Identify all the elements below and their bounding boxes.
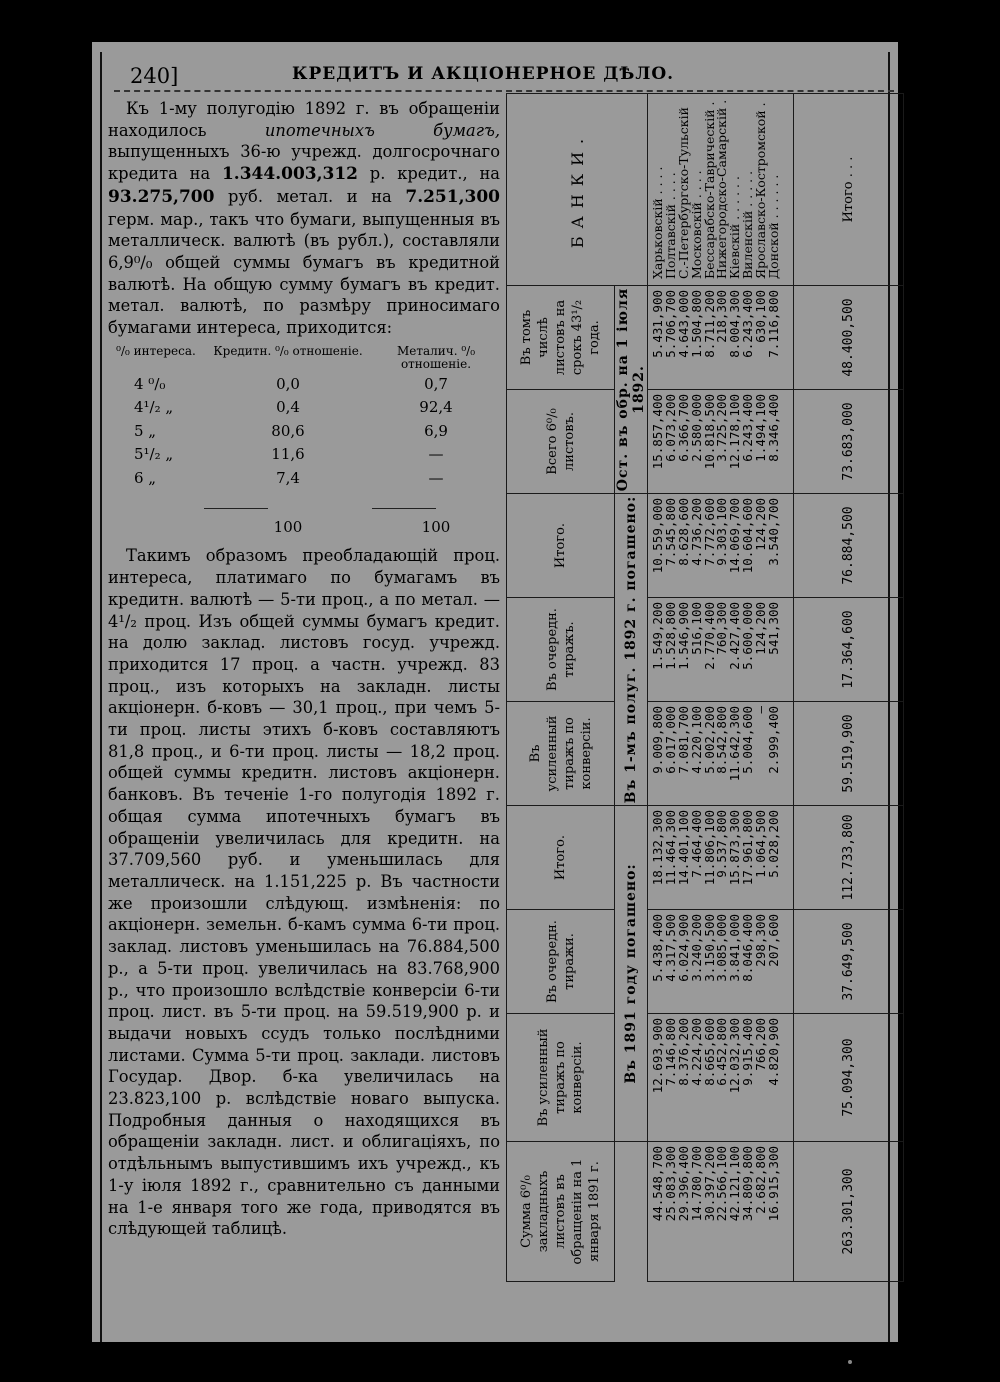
table-cell: 6.024,900 <box>675 914 691 982</box>
group-1891: Въ 1891 году погашено: <box>615 806 648 1142</box>
data-column <box>648 806 794 910</box>
table-cell: 6.017,000 <box>662 706 678 774</box>
bank-table <box>506 93 904 1282</box>
table-cell: 30.397,200 <box>701 1146 717 1222</box>
table-cell: 766,200 <box>753 1018 769 1071</box>
bank-table-rotated <box>506 94 896 1282</box>
table-cell: 16.915,300 <box>766 1146 782 1222</box>
table-cell: — <box>428 468 444 487</box>
bank-name: Бессарабско-Таврическій . <box>701 101 717 279</box>
interest-total-row <box>108 516 500 540</box>
table-cell: 1.546,900 <box>675 602 691 670</box>
table-cell: 11,6 <box>271 445 305 464</box>
total-cell: 48.400,500 <box>794 286 904 390</box>
table-cell: 10.818,500 <box>701 394 717 470</box>
table-cell: 9.537,800 <box>714 810 730 878</box>
left-page-rule <box>100 52 102 1342</box>
table-cell: 92,4 <box>419 398 453 417</box>
bank-name: Кіевскій . . . . . . <box>727 176 743 279</box>
table-cell: 3.150,500 <box>701 914 717 982</box>
table-cell: 5.706,700 <box>662 290 678 358</box>
table-cell: 3.085,000 <box>714 914 730 982</box>
table-cell: 9.009,800 <box>650 706 665 774</box>
table-cell: 5.431,900 <box>650 290 665 358</box>
table-cell: 3.240,200 <box>688 914 704 982</box>
col-header-1892-total: Итого. <box>507 494 615 598</box>
table-cell: 2.580,000 <box>688 394 704 462</box>
paragraph-1 <box>108 98 500 339</box>
table-cell: — <box>428 445 444 464</box>
table-cell: 12.178,100 <box>727 394 743 470</box>
left-column-text <box>108 98 500 1240</box>
data-row <box>648 94 794 1282</box>
table-cell: 7.772,600 <box>701 498 717 566</box>
table-cell: 0,0 <box>276 374 300 393</box>
data-column <box>648 494 794 598</box>
table-cell: 18.132,300 <box>650 810 665 886</box>
page-number: 240] <box>130 64 179 88</box>
col-header-1892-conversion: Въ усиленный тиражъ по конверсіи. <box>507 702 615 806</box>
table-cell: 760,300 <box>714 602 730 655</box>
total-cell: 17.364,600 <box>794 598 904 702</box>
table-cell: 11.464,300 <box>662 810 678 886</box>
table-cell: 8.046,400 <box>740 914 756 982</box>
table-cell: 11.642,300 <box>727 706 743 782</box>
table-cell: 8.665,600 <box>701 1018 717 1086</box>
bank-name: Нижегородско-Самарскій . <box>714 99 730 279</box>
bank-name: Полтавскій . . . . <box>662 172 678 279</box>
table-cell: 10.604,600 <box>740 498 756 574</box>
table-cell: 2.999,400 <box>766 706 782 774</box>
table-cell: 6.366,700 <box>675 394 691 462</box>
table-cell: 8.542,800 <box>714 706 730 774</box>
table-cell: 7,4 <box>276 468 300 487</box>
table-cell: 9.303,100 <box>714 498 730 566</box>
table-cell: 11.806,100 <box>701 810 717 886</box>
table-cell: 6,9 <box>424 421 448 440</box>
data-column <box>648 910 794 1014</box>
table-cell: 9.915,400 <box>740 1018 756 1086</box>
table-cell: 6.452,800 <box>714 1018 730 1086</box>
table-cell: — <box>753 706 769 714</box>
col-header-interest: ⁰/₀ интереса. <box>116 343 196 358</box>
total-cell: 112.733,800 <box>794 806 904 910</box>
col-header-1891-conversion: Въ усиленный тиражъ по конверсіи. <box>507 1014 615 1142</box>
table-cell: 5.028,200 <box>766 810 782 878</box>
total-cell: 37.649,500 <box>794 910 904 1014</box>
paragraph-2: Такимъ образомъ преобладающій проц. интереса, платимаго по бумагамъ въ кредитн. валютѣ — 5-ти проц., а по метал. — 4¹/₂ проц. Изъ общей суммы бумагъ кредит. на долю заклад. листовъ госуд. учрежд. приходится 17 проц. а частн. учрежд. 83 проц., изъ которыхъ на закладн. листы акціонерн. б-ковъ — 30,1 проц., при чемъ 5-ти проц. листы этихъ б-ковъ составляютъ 81,8 проц., и 6-ти проц. листы — 18,2 проц. общей суммы кредитн. листовъ акціонерн. банковъ. Въ теченіе 1-го полугодія 1892 г. общая сумма ипотечныхъ бумагъ въ обращеніи увеличилась для кредитн. на 37.709,560 руб. и уменьшилась для металлическ. на 1.151,225 р. Въ частности же произошли слѣдующ. измѣненія: по акціонерн. земельн. б-камъ сумма 6-ти проц. заклад. листовъ уменьшилась на 76.884,500 р., а 5-ти проц. увеличилась на 83.768,900 р., что произошло вслѣдствіе конверсіи 6-ти проц. лист. въ 5-ти проц. на 59.519,900 р. и выдачи новыхъ ссудъ только послѣдними листами. Сумма 5-ти проц. заклади. листовъ Государ. Двор. б-ка увеличилась на 23.823,100 р. вслѣдствіе новаго выпуска. Подробныя данныя о находящихся въ обращеніи закладн. лист. и облигаціяхъ, по отдѣльнымъ выпустившимъ ихъ учрежд., къ 1-у іюля 1892 г., сравнительно съ данными на 1-е января того же года, приводятся въ слѣдующей таблицѣ. <box>108 546 500 1239</box>
table-cell: 1.064,500 <box>753 810 769 878</box>
interest-row <box>108 396 500 420</box>
table-cell: 4.224,200 <box>688 1018 704 1086</box>
table-cell: 7.116,800 <box>766 290 782 358</box>
table-cell: 2.682,800 <box>753 1146 769 1214</box>
table-cell: 80,6 <box>271 421 305 440</box>
table-cell: 4 ⁰/₀ <box>134 374 166 393</box>
interest-row <box>108 420 500 444</box>
running-title: КРЕДИТЪ И АКЦІОНЕРНОЕ ДѢЛО. <box>292 64 675 84</box>
table-cell: 4.820,900 <box>766 1018 782 1086</box>
table-cell: 5.600,000 <box>740 602 756 670</box>
total-cell: 59.519,900 <box>794 702 904 806</box>
table-cell: 12.693,900 <box>650 1018 665 1094</box>
table-cell: 5¹/₂ „ <box>134 445 174 464</box>
table-cell: 44.548,700 <box>650 1146 665 1222</box>
table-cell: 516,100 <box>688 602 704 655</box>
table-cell: 1.528,800 <box>662 602 678 670</box>
bold-figure: 93.275,700 <box>108 186 215 207</box>
col-header-1892-regular: Въ очередн. тиражъ. <box>507 598 615 702</box>
bank-names <box>648 94 794 286</box>
table-cell: 29.396,400 <box>675 1146 691 1222</box>
bold-figure: 7.251,300 <box>405 186 500 207</box>
table-cell: 3.540,700 <box>766 498 782 566</box>
table-cell: 5.004,600 <box>740 706 756 774</box>
sum-rule <box>108 494 500 516</box>
table-cell: 15.857,400 <box>650 394 665 470</box>
table-cell: 0,7 <box>424 374 448 393</box>
table-cell: 10.559,000 <box>650 498 665 574</box>
table-cell: 25.083,300 <box>662 1146 678 1222</box>
table-cell: 8.346,400 <box>766 394 782 462</box>
table-cell: 4.317,500 <box>662 914 678 982</box>
total-label: Итого . . . <box>794 94 904 286</box>
total-row <box>794 94 904 1282</box>
data-column <box>648 702 794 806</box>
table-cell: 6.073,200 <box>662 394 678 462</box>
bank-name: С.-Петербургско-Тульскій <box>675 107 691 279</box>
table-cell <box>108 516 204 540</box>
interest-table-header <box>108 345 500 371</box>
book-page <box>92 42 898 1342</box>
table-cell: 12.032,300 <box>727 1018 743 1094</box>
table-cell: 0,4 <box>276 398 300 417</box>
table-cell: 22.566,100 <box>714 1146 730 1222</box>
banks-header: БАНКИ. <box>507 94 648 286</box>
table-cell: 14.401,100 <box>675 810 691 886</box>
total-cell: 76.884,500 <box>794 494 904 598</box>
table-cell: 3.725,200 <box>714 394 730 462</box>
table-cell: 8.376,200 <box>675 1018 691 1086</box>
table-cell: 7.545,800 <box>662 498 678 566</box>
bold-figure: 1.344.003,312 <box>221 164 359 185</box>
table-cell: 1.504,800 <box>688 290 704 358</box>
total-cell: 73.683,000 <box>794 390 904 494</box>
total-cell: 263.301,300 <box>794 1142 904 1282</box>
table-cell: 5.002,200 <box>701 706 717 774</box>
interest-table-body <box>108 373 500 491</box>
table-cell: 207,600 <box>766 914 782 967</box>
col-header-1891-total: Итого. <box>507 806 615 910</box>
table-cell: 4.643,000 <box>675 290 691 358</box>
bank-name: Донской . . . . . . <box>766 174 782 279</box>
table-cell: 42.121,100 <box>727 1146 743 1222</box>
table-cell: 34.809,800 <box>740 1146 756 1222</box>
table-cell: 8.004,300 <box>727 290 743 358</box>
bank-name: Ярославско-Костромской . <box>753 102 769 279</box>
header-rule <box>114 90 894 92</box>
header-row <box>507 94 615 1282</box>
table-cell: 1.549,200 <box>650 602 665 670</box>
table-cell: 7.146,800 <box>662 1018 678 1086</box>
table-cell: 7.464,400 <box>688 810 704 878</box>
table-cell: 4¹/₂ „ <box>134 398 174 417</box>
text-run: р. кредит., на <box>358 164 501 184</box>
table-cell: 124,200 <box>753 498 769 551</box>
table-cell: 6.243,400 <box>740 394 756 462</box>
table-cell: 6.243,400 <box>740 290 756 358</box>
col-header-credit: Кредитн. ⁰/₀ отношеніе. <box>213 343 363 358</box>
table-cell: 541,300 <box>766 602 782 655</box>
table-cell: 218,300 <box>714 290 730 343</box>
col-header-rest-long: Въ томъ числѣ листовъ на срокъ 43¹/₂ года. <box>507 286 615 390</box>
table-cell: 6 „ <box>134 468 157 487</box>
print-speck <box>848 1360 852 1364</box>
table-cell: 2.770,400 <box>701 602 717 670</box>
text-run: Къ 1-му полугодію 1892 г. въ обращеніи находилось <box>108 99 500 140</box>
table-cell: 14.780,700 <box>688 1146 704 1222</box>
text-run: руб. метал. и на <box>214 186 406 206</box>
table-cell: 630,100 <box>753 290 769 343</box>
col-header-amount: Сумма 6⁰/₀ закладныхъ листовъ въ обращеніи на 1 января 1891 г. <box>507 1142 615 1282</box>
italic-run: ипотечныхъ бумагъ, <box>264 120 500 140</box>
interest-table <box>108 345 500 540</box>
table-cell: 3.841,000 <box>727 914 743 982</box>
data-column <box>648 390 794 494</box>
col-header-metal: Металич. ⁰/₀ отношеніе. <box>396 343 476 371</box>
table-cell: 298,300 <box>753 914 769 967</box>
col-header-1891-regular: Въ очередн. тиражи. <box>507 910 615 1014</box>
table-cell: 14.069,700 <box>727 498 743 574</box>
bank-name: Московскій . . . . <box>688 170 704 279</box>
table-cell: 4.220,100 <box>688 706 704 774</box>
table-cell: 8.628,600 <box>675 498 691 566</box>
interest-row <box>108 467 500 491</box>
data-column <box>648 1014 794 1142</box>
group-1892: Въ 1-мъ полуг. 1892 г. погашено: <box>615 494 648 806</box>
table-cell: 15.873,300 <box>727 810 743 886</box>
table-cell: 100 <box>273 517 303 536</box>
interest-row <box>108 443 500 467</box>
table-cell: 4.736,200 <box>688 498 704 566</box>
interest-row <box>108 373 500 397</box>
text-run: выпущенныхъ 36-ю учрежд. долгосрочнаго кредита на <box>108 142 500 184</box>
data-column <box>648 598 794 702</box>
total-cell: 75.094,300 <box>794 1014 904 1142</box>
table-cell: 8.711,200 <box>701 290 717 358</box>
table-cell: 2.427,400 <box>727 602 743 670</box>
col-header-rest-total: Всего 6⁰/₀ листовъ. <box>507 390 615 494</box>
table-cell: 124,200 <box>753 602 769 655</box>
table-cell: 5 „ <box>134 421 157 440</box>
table-cell: 17.961,800 <box>740 810 756 886</box>
table-cell: 5.438,400 <box>650 914 665 982</box>
bank-name: Виленскій . . . . . <box>740 170 756 279</box>
data-column <box>648 1142 794 1282</box>
table-cell: 7.081,700 <box>675 706 691 774</box>
group-rest: Ост. въ обр. на 1 іюля 1892. <box>615 286 648 494</box>
bank-name: Харьковскій . . . . <box>650 166 665 279</box>
data-column <box>648 286 794 390</box>
text-run: герм. мар., такъ что бумаги, выпущенныя въ металлическ. валютѣ (въ рубл.), составляли 6,9⁰/₀ общей суммы бумагъ въ кредитной валютѣ. На общую сумму бумагъ въ кредит. метал. валютѣ, по размѣру приносимаго бумагами интереса, приходится: <box>108 209 500 338</box>
table-cell: 1.494,100 <box>753 394 769 462</box>
table-cell: 100 <box>421 517 451 536</box>
